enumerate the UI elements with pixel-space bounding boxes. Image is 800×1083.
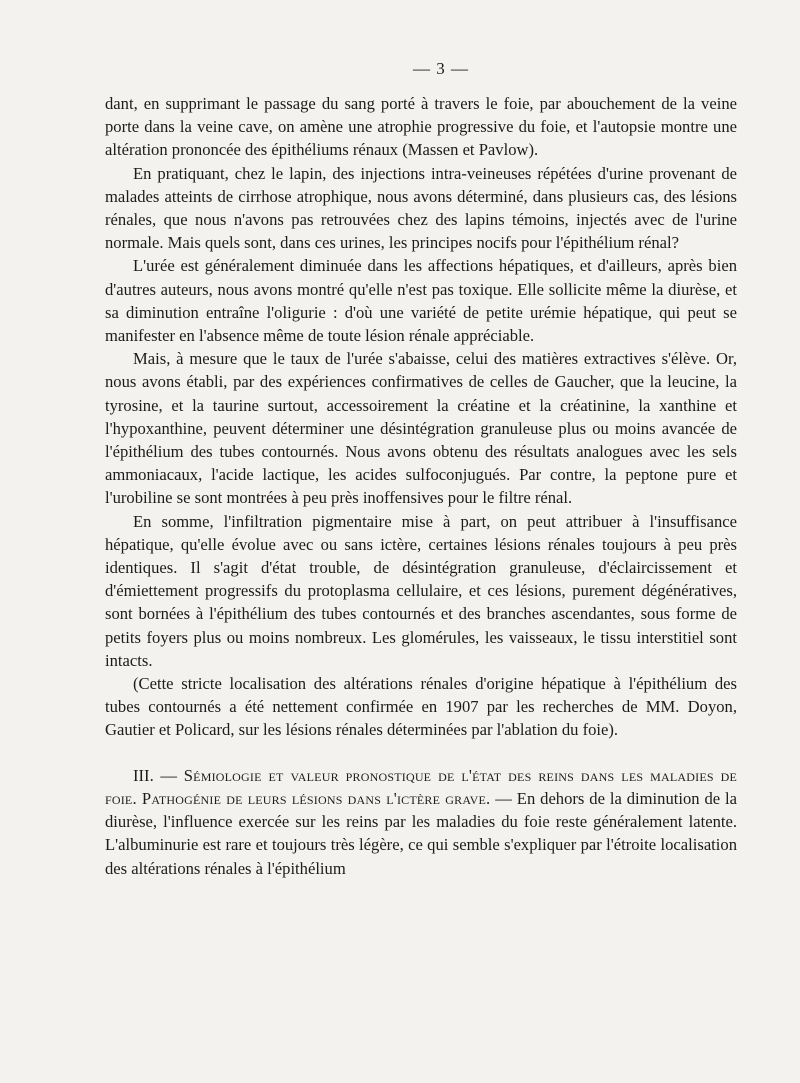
paragraph-3: L'urée est généralement diminuée dans les affections hépatiques, et d'ailleurs, après bien d'autres auteurs, nous avons montré qu'elle n'est pas toxique. Elle sollicite même la diurèse, et sa diminution entraîne l'oligurie : d'où une variété de petite urémie hépatique, qui peut se manifester en l'absence même de toute lésion rénale appréciable.	[105, 256, 737, 346]
section-paragraph	[105, 764, 737, 880]
paragraph-5: En somme, l'infiltration pigmentaire mise à part, on peut attribuer à l'insuffisance hépatique, qu'elle évolue avec ou sans ictère, certaines lésions rénales toujours à peu près identiques. Il s'agit d'état trouble, de désintégration granuleuse, d'éclaircissement et d'émiettement progressifs du protoplasma cellulaire, et ces lésions, purement dégénératives, sont bornées à l'épithélium des tubes contournés et des branches ascendantes, sous forme de petits foyers plus ou moins nombreux. Les glomérules, les vaisseaux, le tissu interstitiel sont intacts.	[105, 511, 737, 670]
paragraph-6: (Cette stricte localisation des altérations rénales d'origine hépatique à l'épithélium des tubes contournés a été nettement confirmée en 1907 par les recherches de MM. Doyon, Gautier et Policard, sur les lésions rénales déterminées par l'ablation du foie).	[105, 674, 737, 740]
page-number: — 3 —	[413, 59, 469, 78]
section-dash: —	[153, 765, 184, 785]
paragraph-2: En pratiquant, chez le lapin, des injections intra-veineuses répétées d'urine provenant de malades atteints de cirrhose atrophique, nous avons déterminé, dans plusieurs cas, des lésions rénales, que nous n'avons pas retrouvées chez des lapins témoins, injectés avec de l'urine normale. Mais quels sont, dans ces urines, les principes nocifs pour l'épithélium rénal?	[105, 163, 737, 253]
paragraph-4: Mais, à mesure que le taux de l'urée s'abaisse, celui des matières extractives s'élève. Or, nous avons établi, par des expériences confirmatives de celles de Gaucher, que la leucine, la tyrosine, et la taurine surtout, accessoirement la créatine et la créatinine, la xanthine et l'hypoxanthine, peuvent déterminer une désintégration granuleuse plus ou moins avancée de l'épithélium des tubes contournés. Nous avons obtenu des résultats analogues avec les sels ammoniacaux, l'acide lactique, les acides sulfoconjugués. Par contre, la peptone pure et l'urobiline se sont montrées à peu près inoffensives pour le filtre rénal.	[105, 349, 737, 508]
section-body: — En dehors de la diminution de la diurèse, l'influence exercée sur les reins par les maladies du foie reste généralement latente. L'albuminurie est rare et toujours très légère, ce qui semble s'expliquer par l'étroite localisation des altérations rénales à l'épithélium	[105, 788, 738, 878]
section-number: III.	[133, 765, 154, 785]
paragraph-1: dant, en supprimant le passage du sang porté à travers le foie, par abouchement de la veine porte dans la veine cave, on amène une atrophie progressive du foie, et l'autopsie montre une altération prononcée des épithéliums rénaux (Massen et Pavlow).	[105, 94, 737, 160]
section-heading: Sémiologie et valeur pronostique de l'état des reins dans les maladies de foie. Pathogénie de leurs lésions dans l'ictère grave.	[105, 765, 738, 808]
document-page	[105, 58, 737, 880]
